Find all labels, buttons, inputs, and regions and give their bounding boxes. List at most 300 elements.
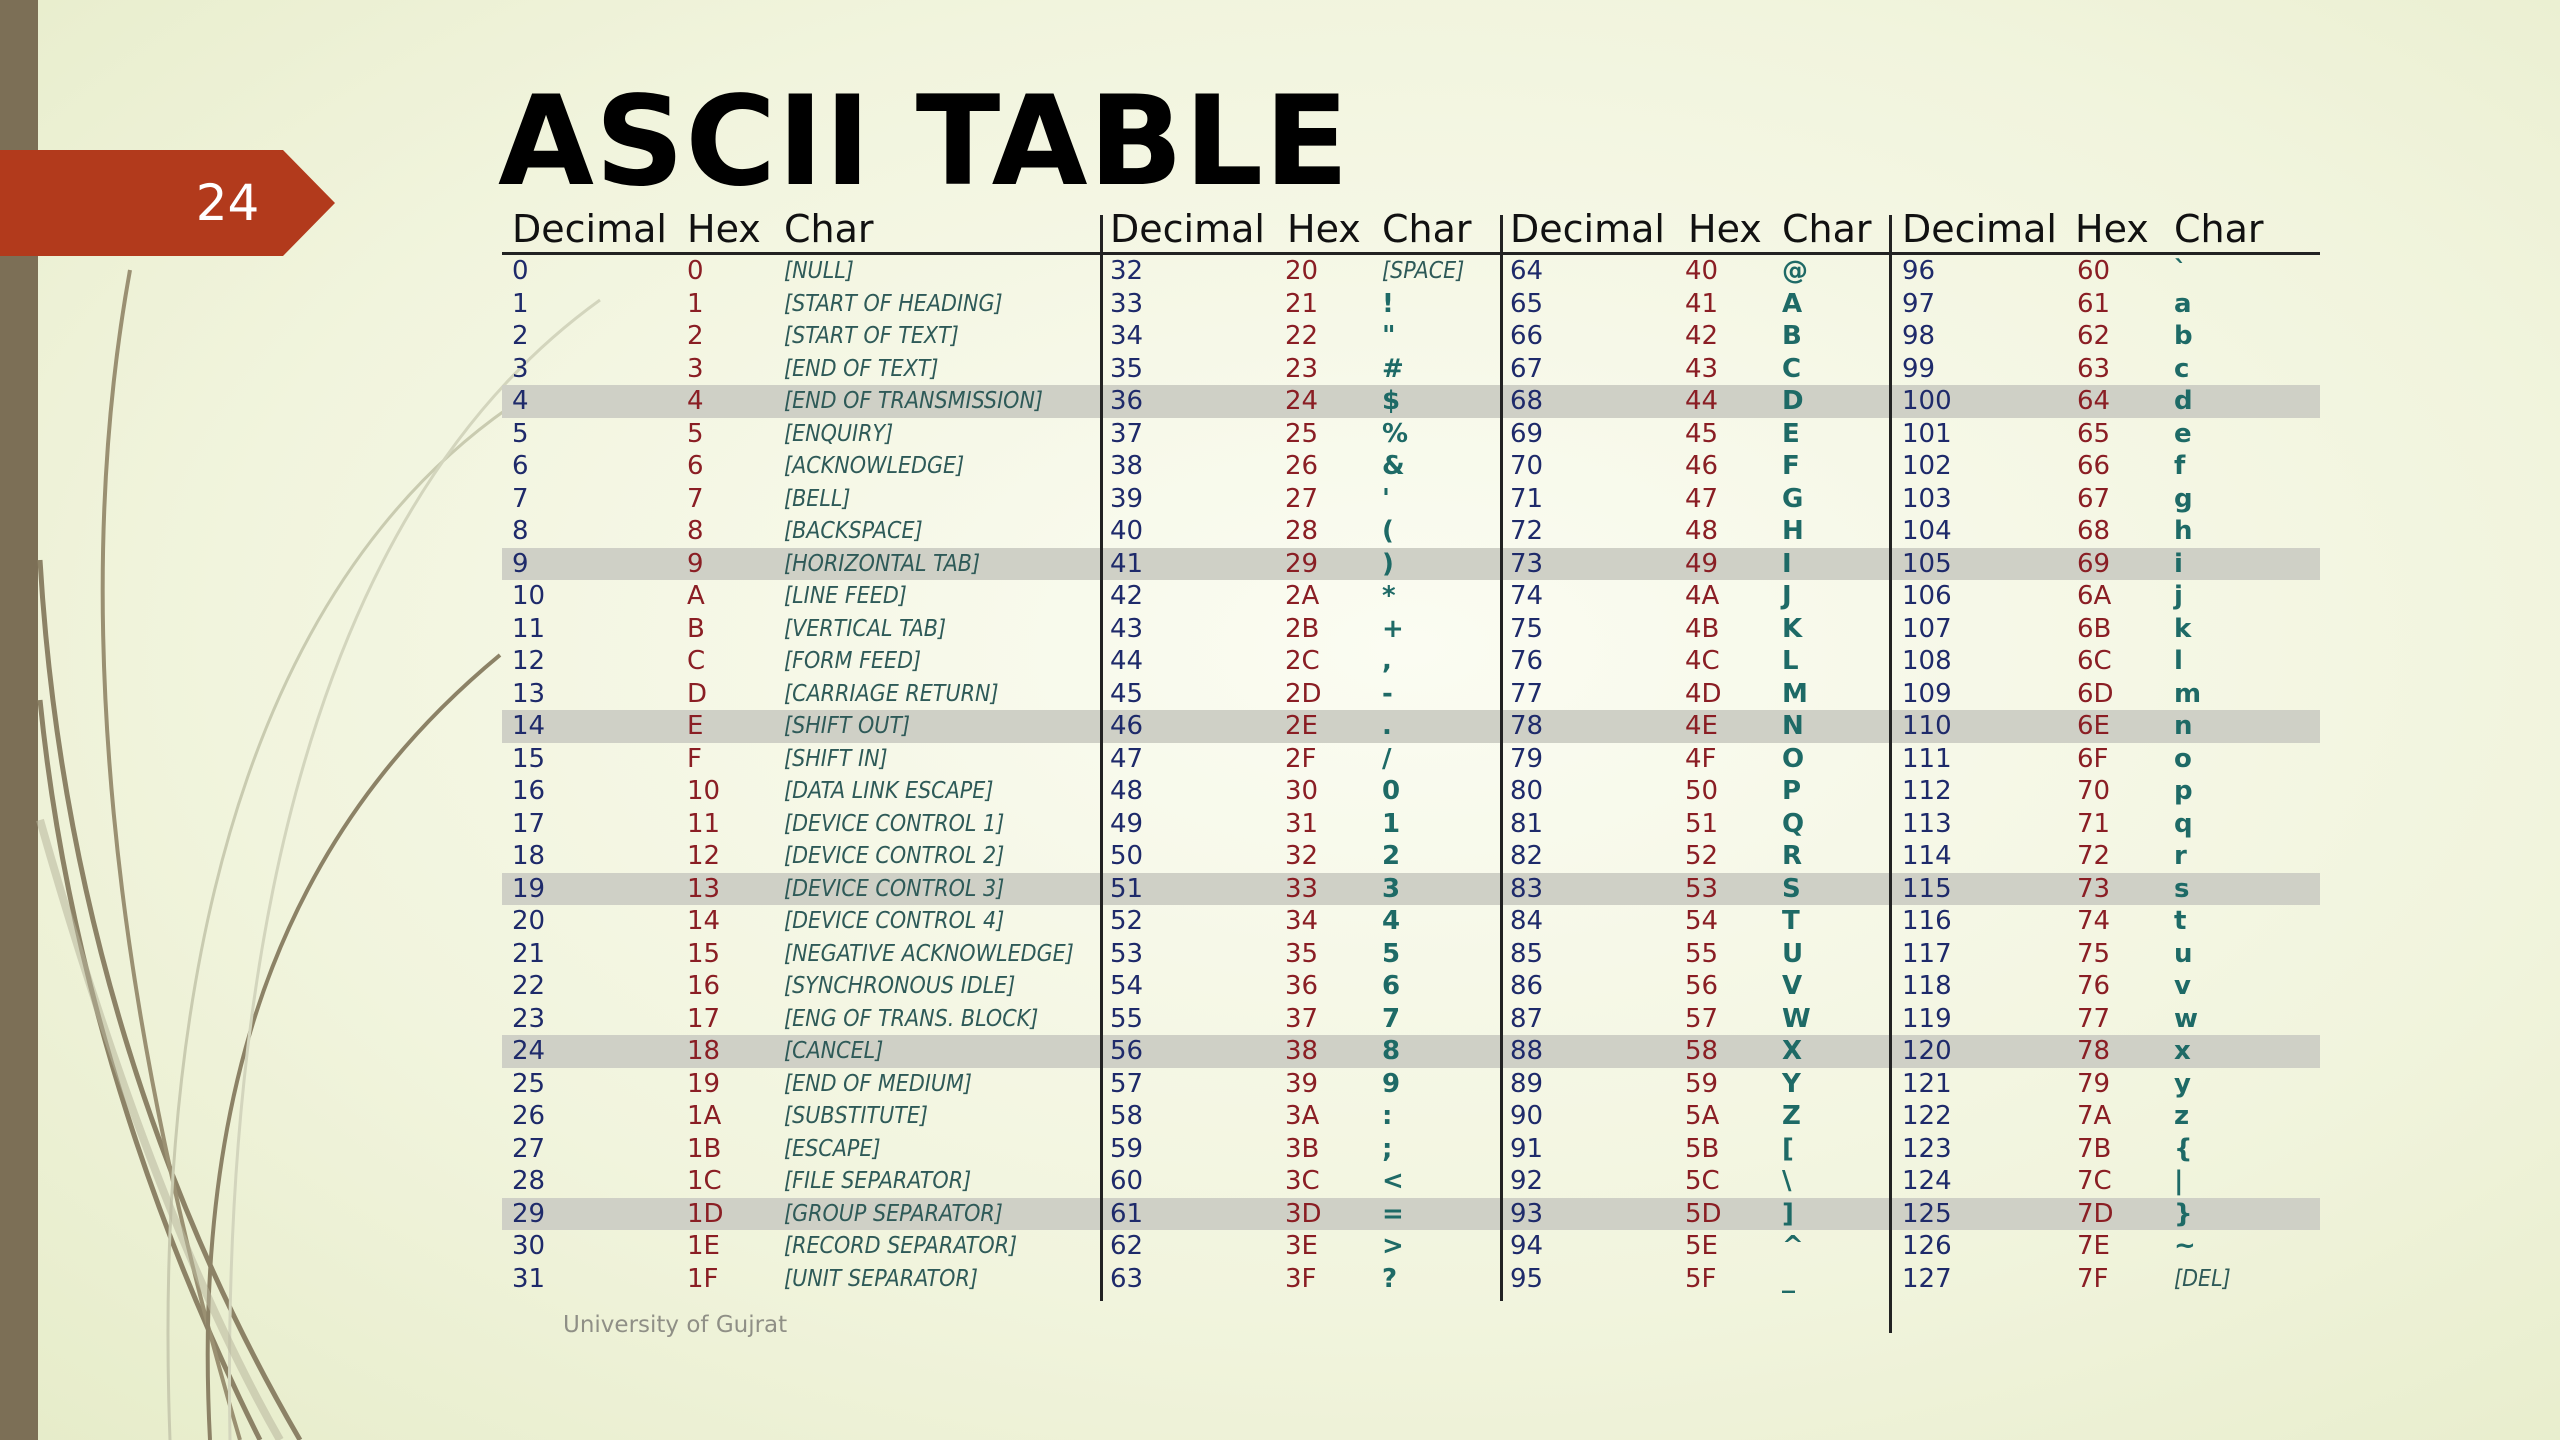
decimal-cell: 91 <box>1510 1133 1544 1164</box>
decimal-cell: 96 <box>1902 256 1936 286</box>
char-cell: J <box>1782 581 1792 611</box>
decimal-cell: 118 <box>1902 971 1952 1001</box>
decimal-cell: 30 <box>512 1231 546 1261</box>
char-cell: [DATA LINK ESCAPE] <box>784 778 994 804</box>
decimal-cell: 100 <box>1902 386 1952 416</box>
decimal-cell: 29 <box>512 1198 546 1229</box>
decimal-cell: 13 <box>512 678 546 709</box>
hex-cell: 3D <box>1285 1198 1322 1229</box>
hex-cell: 6C <box>2077 646 2112 676</box>
decimal-cell: 1 <box>512 288 529 319</box>
decimal-cell: 35 <box>1110 353 1144 384</box>
column-separator <box>1500 215 1503 1301</box>
hex-cell: 40 <box>1685 256 1719 286</box>
hex-cell: 62 <box>2077 321 2111 351</box>
decimal-cell: 111 <box>1902 743 1952 774</box>
table-row <box>502 320 2320 353</box>
char-cell: _ <box>1782 1263 1795 1294</box>
char-cell: 9 <box>1382 1068 1401 1099</box>
decimal-cell: 89 <box>1510 1068 1544 1099</box>
decimal-cell: 47 <box>1110 743 1144 774</box>
decimal-cell: 71 <box>1510 483 1544 514</box>
hex-cell: 64 <box>2077 386 2111 416</box>
hex-cell: 60 <box>2077 256 2111 286</box>
table-row <box>502 613 2320 646</box>
char-cell: j <box>2174 581 2183 611</box>
hex-cell: 34 <box>1285 906 1319 936</box>
hex-cell: 6B <box>2077 613 2112 644</box>
decimal-cell: 81 <box>1510 808 1544 839</box>
hex-cell: 46 <box>1685 451 1719 481</box>
char-cell: [DEVICE CONTROL 1] <box>784 810 1005 837</box>
table-row <box>502 678 2320 711</box>
decimal-cell: 32 <box>1110 256 1144 286</box>
char-cell: [FORM FEED] <box>784 648 922 674</box>
table-row <box>502 1100 2320 1133</box>
hex-cell: 19 <box>687 1068 721 1099</box>
char-cell: U <box>1782 938 1804 969</box>
decimal-header: Decimal <box>512 207 667 251</box>
char-cell: Z <box>1782 1101 1801 1131</box>
table-row <box>502 288 2320 321</box>
hex-cell: 57 <box>1685 1003 1719 1034</box>
char-cell: . <box>1382 711 1392 741</box>
table-row <box>502 938 2320 971</box>
decimal-cell: 24 <box>512 1036 546 1066</box>
hex-cell: 68 <box>2077 516 2111 546</box>
hex-cell: 16 <box>687 971 721 1001</box>
hex-cell: 74 <box>2077 906 2111 936</box>
table-row <box>502 970 2320 1003</box>
decimal-cell: 41 <box>1110 548 1144 579</box>
char-cell: t <box>2174 906 2187 936</box>
char-cell: = <box>1382 1198 1404 1229</box>
char-cell: [END OF TRANSMISSION] <box>784 388 1044 414</box>
char-cell: [ <box>1782 1133 1794 1164</box>
char-cell: d <box>2174 386 2193 416</box>
decimal-cell: 23 <box>512 1003 546 1034</box>
char-cell: O <box>1782 743 1805 774</box>
decimal-cell: 93 <box>1510 1198 1544 1229</box>
footer-text: University of Gujrat <box>563 1312 788 1338</box>
hex-cell: 11 <box>687 808 721 839</box>
table-row <box>502 808 2320 841</box>
char-cell: 1 <box>1382 808 1401 839</box>
decimal-cell: 113 <box>1902 808 1952 839</box>
table-row <box>502 255 2320 288</box>
decimal-cell: 4 <box>512 386 529 416</box>
decimal-cell: 115 <box>1902 873 1952 904</box>
char-cell: ! <box>1382 288 1394 319</box>
char-cell: [SHIFT IN] <box>784 745 888 772</box>
decimal-cell: 28 <box>512 1166 546 1196</box>
hex-cell: 1A <box>687 1101 722 1131</box>
decimal-cell: 20 <box>512 906 546 936</box>
char-cell: [DEVICE CONTROL 4] <box>784 908 1005 934</box>
table-row <box>502 710 2320 743</box>
decimal-cell: 2 <box>512 321 529 351</box>
char-cell: [END OF TEXT] <box>784 355 939 382</box>
hex-cell: 6 <box>687 451 704 481</box>
hex-cell: 1E <box>687 1231 720 1261</box>
char-cell: " <box>1382 321 1396 351</box>
char-cell: L <box>1782 646 1799 676</box>
decimal-cell: 39 <box>1110 483 1144 514</box>
hex-header: Hex <box>1688 207 1762 251</box>
table-row <box>502 548 2320 581</box>
hex-cell: D <box>687 678 708 709</box>
decimal-cell: 75 <box>1510 613 1544 644</box>
char-cell: [SYNCHRONOUS IDLE] <box>784 973 1016 999</box>
decimal-cell: 114 <box>1902 841 1952 871</box>
hex-cell: 7E <box>2077 1231 2110 1261</box>
decimal-cell: 85 <box>1510 938 1544 969</box>
table-row <box>502 353 2320 386</box>
decimal-cell: 68 <box>1510 386 1544 416</box>
decimal-cell: 6 <box>512 451 529 481</box>
decimal-cell: 50 <box>1110 841 1144 871</box>
char-cell: ~ <box>2174 1231 2196 1261</box>
decimal-cell: 94 <box>1510 1231 1544 1261</box>
char-cell: [GROUP SEPARATOR] <box>784 1200 1003 1227</box>
decimal-cell: 10 <box>512 581 546 611</box>
table-row <box>502 450 2320 483</box>
char-cell: W <box>1782 1003 1811 1034</box>
decimal-cell: 82 <box>1510 841 1544 871</box>
decimal-cell: 26 <box>512 1101 546 1131</box>
hex-cell: 49 <box>1685 548 1719 579</box>
hex-cell: 30 <box>1285 776 1319 806</box>
hex-header: Hex <box>687 207 761 251</box>
hex-cell: 15 <box>687 938 721 969</box>
decimal-cell: 49 <box>1110 808 1144 839</box>
decimal-header: Decimal <box>1902 207 2057 251</box>
table-row <box>502 418 2320 451</box>
hex-cell: 14 <box>687 906 721 936</box>
hex-cell: 7A <box>2077 1101 2112 1131</box>
decimal-cell: 40 <box>1110 516 1144 546</box>
hex-cell: 3B <box>1285 1133 1320 1164</box>
hex-cell: 52 <box>1685 841 1719 871</box>
char-cell: E <box>1782 418 1800 449</box>
char-cell: [BELL] <box>784 485 851 512</box>
char-cell: y <box>2174 1068 2191 1099</box>
char-cell: [START OF TEXT] <box>784 323 959 349</box>
decimal-cell: 37 <box>1110 418 1144 449</box>
char-cell: K <box>1782 613 1803 644</box>
hex-cell: 51 <box>1685 808 1719 839</box>
decimal-cell: 65 <box>1510 288 1544 319</box>
hex-cell: 5F <box>1685 1263 1717 1294</box>
decimal-cell: 62 <box>1110 1231 1144 1261</box>
decimal-cell: 88 <box>1510 1036 1544 1066</box>
decimal-cell: 80 <box>1510 776 1544 806</box>
decimal-cell: 121 <box>1902 1068 1952 1099</box>
char-cell: e <box>2174 418 2192 449</box>
char-cell: < <box>1382 1166 1404 1196</box>
hex-cell: 23 <box>1285 353 1319 384</box>
table-row <box>502 1003 2320 1036</box>
char-cell: g <box>2174 483 2193 514</box>
decimal-cell: 22 <box>512 971 546 1001</box>
decimal-cell: 58 <box>1110 1101 1144 1131</box>
hex-cell: 5D <box>1685 1198 1722 1229</box>
decimal-cell: 107 <box>1902 613 1952 644</box>
decimal-cell: 63 <box>1110 1263 1144 1294</box>
char-cell: [NULL] <box>784 258 854 284</box>
char-cell: T <box>1782 906 1800 936</box>
decimal-cell: 60 <box>1110 1166 1144 1196</box>
decimal-cell: 95 <box>1510 1263 1544 1294</box>
table-row <box>502 1035 2320 1068</box>
decimal-cell: 67 <box>1510 353 1544 384</box>
char-cell: X <box>1782 1036 1803 1066</box>
char-cell: x <box>2174 1036 2191 1066</box>
char-cell: I <box>1782 548 1792 579</box>
char-cell: M <box>1782 678 1808 709</box>
column-separator <box>1100 215 1103 1301</box>
hex-cell: 9 <box>687 548 704 579</box>
hex-cell: 45 <box>1685 418 1719 449</box>
char-cell: ? <box>1382 1263 1398 1294</box>
decimal-cell: 78 <box>1510 711 1544 741</box>
hex-cell: 54 <box>1685 906 1719 936</box>
decimal-cell: 77 <box>1510 678 1544 709</box>
char-cell: 6 <box>1382 971 1401 1001</box>
decimal-cell: 70 <box>1510 451 1544 481</box>
char-cell: [NEGATIVE ACKNOWLEDGE] <box>784 940 1074 967</box>
char-cell: - <box>1382 678 1393 709</box>
char-cell: 8 <box>1382 1036 1401 1066</box>
hex-cell: F <box>687 743 702 774</box>
decimal-cell: 104 <box>1902 516 1952 546</box>
decimal-cell: 117 <box>1902 938 1952 969</box>
char-cell: 0 <box>1382 776 1401 806</box>
table-row <box>502 1263 2320 1296</box>
hex-cell: 6E <box>2077 711 2110 741</box>
hex-cell: 63 <box>2077 353 2111 384</box>
table-row <box>502 580 2320 613</box>
hex-cell: 21 <box>1285 288 1319 319</box>
char-cell: ^ <box>1782 1231 1804 1261</box>
char-cell: B <box>1782 321 1802 351</box>
hex-cell: 5E <box>1685 1231 1718 1261</box>
table-row <box>502 385 2320 418</box>
decimal-cell: 44 <box>1110 646 1144 676</box>
char-cell: ( <box>1382 516 1394 546</box>
char-cell: ; <box>1382 1133 1393 1164</box>
hex-cell: 1B <box>687 1133 722 1164</box>
decimal-cell: 25 <box>512 1068 546 1099</box>
hex-cell: 53 <box>1685 873 1719 904</box>
column-separator <box>1889 215 1892 1333</box>
decimal-cell: 8 <box>512 516 529 546</box>
char-cell: F <box>1782 451 1800 481</box>
char-header: Char <box>2174 207 2264 251</box>
decimal-cell: 110 <box>1902 711 1952 741</box>
char-cell: { <box>2174 1133 2193 1164</box>
decimal-cell: 127 <box>1902 1263 1952 1294</box>
hex-cell: 29 <box>1285 548 1319 579</box>
hex-cell: 6D <box>2077 678 2114 709</box>
char-header: Char <box>784 207 874 251</box>
char-cell: [DEVICE CONTROL 2] <box>784 843 1005 869</box>
char-cell: V <box>1782 971 1803 1001</box>
decimal-cell: 106 <box>1902 581 1952 611</box>
decimal-cell: 56 <box>1110 1036 1144 1066</box>
decimal-cell: 59 <box>1110 1133 1144 1164</box>
decimal-cell: 15 <box>512 743 546 774</box>
decimal-cell: 99 <box>1902 353 1936 384</box>
hex-cell: 73 <box>2077 873 2111 904</box>
hex-cell: 4A <box>1685 581 1720 611</box>
decimal-cell: 83 <box>1510 873 1544 904</box>
char-cell: ] <box>1782 1198 1794 1229</box>
decimal-header: Decimal <box>1510 207 1665 251</box>
hex-cell: 50 <box>1685 776 1719 806</box>
char-header: Char <box>1782 207 1872 251</box>
hex-cell: 4F <box>1685 743 1717 774</box>
char-cell: ) <box>1382 548 1394 579</box>
hex-cell: 72 <box>2077 841 2111 871</box>
char-cell: [FILE SEPARATOR] <box>784 1168 972 1194</box>
hex-cell: 24 <box>1285 386 1319 416</box>
hex-cell: 7F <box>2077 1263 2109 1294</box>
decimal-cell: 108 <box>1902 646 1952 676</box>
decimal-cell: 18 <box>512 841 546 871</box>
decimal-cell: 125 <box>1902 1198 1952 1229</box>
char-cell: [UNIT SEPARATOR] <box>784 1265 978 1292</box>
char-cell: [END OF MEDIUM] <box>784 1070 972 1097</box>
char-cell: [SHIFT OUT] <box>784 713 911 739</box>
hex-cell: 3E <box>1285 1231 1318 1261</box>
table-header <box>502 205 2320 253</box>
decimal-cell: 51 <box>1110 873 1144 904</box>
decimal-cell: 38 <box>1110 451 1144 481</box>
char-cell: z <box>2174 1101 2190 1131</box>
decimal-cell: 122 <box>1902 1101 1952 1131</box>
hex-cell: 1D <box>687 1198 724 1229</box>
char-cell: A <box>1782 288 1803 319</box>
char-cell: & <box>1382 451 1405 481</box>
decimal-cell: 103 <box>1902 483 1952 514</box>
decimal-cell: 90 <box>1510 1101 1544 1131</box>
char-cell: % <box>1382 418 1409 449</box>
decimal-cell: 36 <box>1110 386 1144 416</box>
hex-cell: 65 <box>2077 418 2111 449</box>
char-cell: S <box>1782 873 1801 904</box>
decimal-cell: 7 <box>512 483 529 514</box>
char-cell: a <box>2174 288 2192 319</box>
hex-cell: 67 <box>2077 483 2111 514</box>
char-cell: [CANCEL] <box>784 1038 884 1064</box>
char-cell: l <box>2174 646 2183 676</box>
char-cell: ' <box>1382 483 1390 514</box>
char-cell: Q <box>1782 808 1805 839</box>
hex-cell: 13 <box>687 873 721 904</box>
decimal-cell: 64 <box>1510 256 1544 286</box>
hex-cell: 32 <box>1285 841 1319 871</box>
char-cell: N <box>1782 711 1804 741</box>
char-cell: [ENG OF TRANS. BLOCK] <box>784 1005 1039 1032</box>
hex-cell: 1C <box>687 1166 722 1196</box>
char-cell: R <box>1782 841 1803 871</box>
hex-cell: 2C <box>1285 646 1320 676</box>
hex-cell: 7B <box>2077 1133 2112 1164</box>
char-cell: 2 <box>1382 841 1401 871</box>
hex-cell: 3 <box>687 353 704 384</box>
hex-cell: 35 <box>1285 938 1319 969</box>
hex-cell: 25 <box>1285 418 1319 449</box>
hex-cell: E <box>687 711 704 741</box>
hex-cell: 22 <box>1285 321 1319 351</box>
char-cell: 4 <box>1382 906 1401 936</box>
char-cell: H <box>1782 516 1804 546</box>
hex-cell: 58 <box>1685 1036 1719 1066</box>
char-cell: r <box>2174 841 2187 871</box>
decimal-cell: 101 <box>1902 418 1952 449</box>
char-cell: ` <box>2174 256 2187 286</box>
decimal-cell: 11 <box>512 613 546 644</box>
hex-cell: 20 <box>1285 256 1319 286</box>
decimal-cell: 123 <box>1902 1133 1952 1164</box>
hex-cell: 5 <box>687 418 704 449</box>
page-number: 24 <box>195 174 260 232</box>
decimal-header: Decimal <box>1110 207 1265 251</box>
hex-cell: 1 <box>687 288 704 319</box>
hex-cell: 5B <box>1685 1133 1720 1164</box>
char-cell: / <box>1382 743 1392 774</box>
hex-cell: 77 <box>2077 1003 2111 1034</box>
slide-title: ASCII TABLE <box>498 70 1350 214</box>
hex-cell: 3F <box>1285 1263 1317 1294</box>
hex-cell: 36 <box>1285 971 1319 1001</box>
hex-cell: 48 <box>1685 516 1719 546</box>
hex-cell: 2D <box>1285 678 1322 709</box>
table-row <box>502 775 2320 808</box>
char-cell: k <box>2174 613 2192 644</box>
char-cell: s <box>2174 873 2190 904</box>
decimal-cell: 112 <box>1902 776 1952 806</box>
hex-cell: 2B <box>1285 613 1320 644</box>
decimal-cell: 3 <box>512 353 529 384</box>
decimal-cell: 57 <box>1110 1068 1144 1099</box>
char-cell: [RECORD SEPARATOR] <box>784 1233 1018 1259</box>
decimal-cell: 87 <box>1510 1003 1544 1034</box>
decimal-cell: 92 <box>1510 1166 1544 1196</box>
char-cell: [LINE FEED] <box>784 583 907 609</box>
decimal-cell: 48 <box>1110 776 1144 806</box>
hex-cell: 8 <box>687 516 704 546</box>
char-cell: , <box>1382 646 1392 676</box>
char-cell: p <box>2174 776 2193 806</box>
table-row <box>502 743 2320 776</box>
decimal-cell: 14 <box>512 711 546 741</box>
char-cell: [ACKNOWLEDGE] <box>784 453 965 479</box>
table-row <box>502 483 2320 516</box>
char-cell: u <box>2174 938 2193 969</box>
hex-cell: 43 <box>1685 353 1719 384</box>
decimal-cell: 61 <box>1110 1198 1144 1229</box>
hex-cell: 2F <box>1285 743 1317 774</box>
char-cell: * <box>1382 581 1396 611</box>
hex-cell: 33 <box>1285 873 1319 904</box>
hex-cell: B <box>687 613 705 644</box>
hex-cell: 4B <box>1685 613 1720 644</box>
hex-cell: 4E <box>1685 711 1718 741</box>
decimal-cell: 98 <box>1902 321 1936 351</box>
decimal-cell: 46 <box>1110 711 1144 741</box>
